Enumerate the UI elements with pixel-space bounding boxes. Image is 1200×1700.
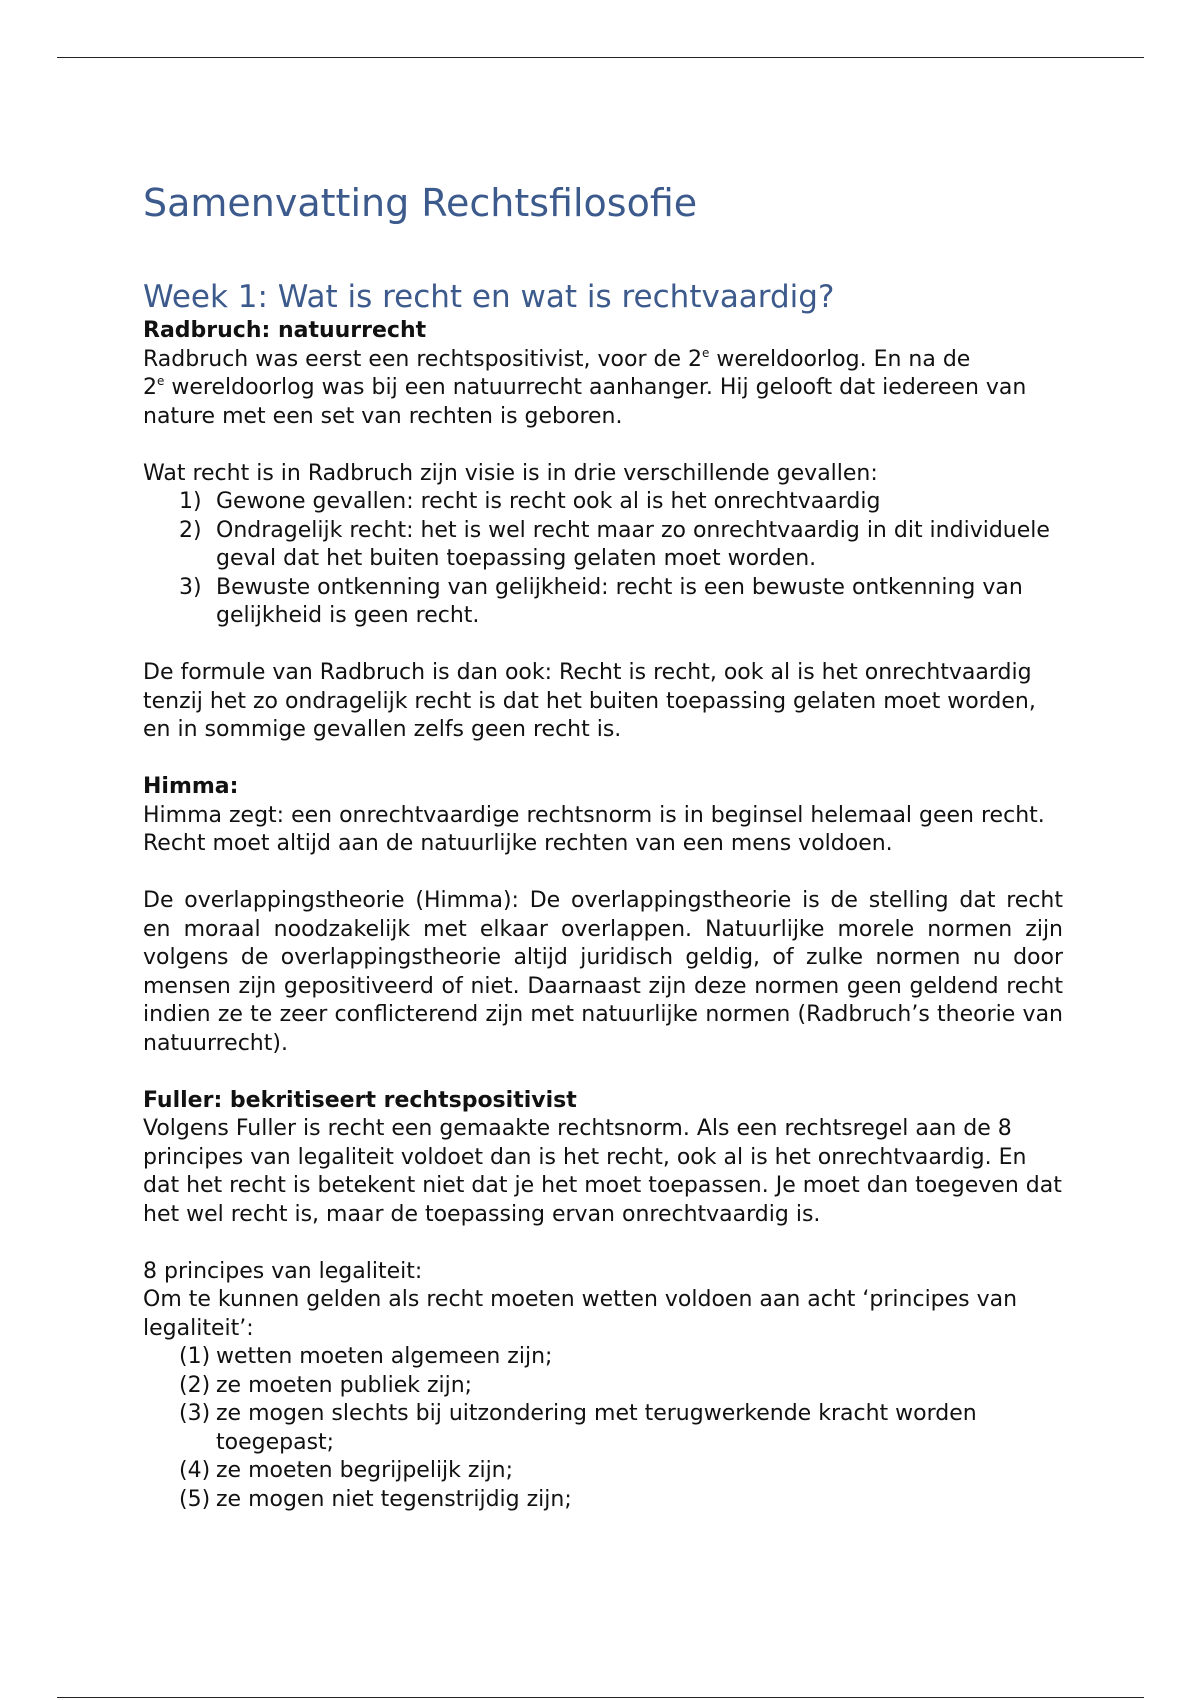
principles-label: 8 principes van legaliteit: [143, 1258, 423, 1284]
principles-intro: Om te kunnen gelden als recht moeten wetten voldoen aan acht ‘principes van legaliteit’: [143, 1287, 1018, 1341]
principles-list [143, 1343, 1063, 1514]
himma-heading: Himma: [143, 774, 239, 799]
radbruch-cases-list [143, 488, 1063, 631]
document-title: Samenvatting Rechtsfilosofie [143, 181, 698, 225]
overlapping-theory-paragraph: De overlappingstheorie (Himma): De overlappingstheorie is de stelling dat recht en moraal noodzakelijk met elkaar overlappen. Natuurlijke morele normen zijn volgens de overlappingstheorie altijd juridisch geldig, of zulke normen nu door mensen zijn gepositiveerd of niet. Daarnaast zijn deze normen geen geldend recht indien ze te zeer conflicterend zijn met natuurlijke normen (Radbruch’s theorie van natuurrecht). [143, 888, 1063, 1056]
radbruch-formula: De formule van Radbruch is dan ook: Recht is recht, ook al is het onrechtvaardig tenzij het zo ondragelijk recht is dat het buiten toepassing gelaten moet worden, en in sommige gevallen zelfs geen recht is. [143, 660, 1036, 742]
footer-rule [57, 1697, 1144, 1698]
radbruch-intro: Wat recht is in Radbruch zijn visie is in drie verschillende gevallen: [143, 460, 878, 486]
himma-paragraph: Himma zegt: een onrechtvaardige rechtsnorm is in beginsel helemaal geen recht. Recht moet altijd aan de natuurlijke rechten van een mens voldoen. [143, 802, 1045, 856]
list-item: 2) Ondragelijk recht: het is wel recht maar zo onrechtvaardig in dit individuele geval dat het buiten toepassing gelaten moet worden. [179, 517, 1050, 571]
list-item: 3) Bewuste ontkenning van gelijkheid: recht is een bewuste ontkenning van gelijkheid is geen recht. [179, 574, 1023, 628]
header-rule [57, 57, 1144, 58]
list-item: (3) ze mogen slechts bij uitzondering met terugwerkende kracht worden toegepast; [179, 1401, 977, 1455]
fuller-paragraph: Volgens Fuller is recht een gemaakte rechtsnorm. Als een rechtsregel aan de 8 principes van legaliteit voldoet dan is het recht, ook al is het onrechtvaardig. En dat het recht is betekent niet dat je het moet toepassen. Je moet dan toegeven dat het wel recht is, maar de toepassing ervan onrechtvaardig is. [143, 1116, 1062, 1227]
radbruch-paragraph: Radbruch was eerst een rechtspositivist, voor de 2e wereldoorlog. En na de 2e wereldoorlog was bij een natuurrecht aanhanger. Hij gelooft dat iedereen van nature met een set van rechten is geboren. [143, 345, 1027, 429]
radbruch-heading: Radbruch: natuurrecht [143, 318, 427, 343]
list-item: (5) ze mogen niet tegenstrijdig zijn; [179, 1486, 572, 1512]
list-item: (1) wetten moeten algemeen zijn; [179, 1344, 553, 1369]
week1-heading: Week 1: Wat is recht en wat is rechtvaardig? [143, 279, 835, 315]
document-body [143, 175, 1063, 1514]
fuller-heading: Fuller: bekritiseert rechtspositivist [143, 1087, 577, 1113]
list-item: 1) Gewone gevallen: recht is recht ook al is het onrechtvaardig [179, 489, 881, 514]
list-item: (4) ze moeten begrijpelijk zijn; [179, 1458, 514, 1483]
list-item: (2) ze moeten publiek zijn; [179, 1372, 473, 1398]
